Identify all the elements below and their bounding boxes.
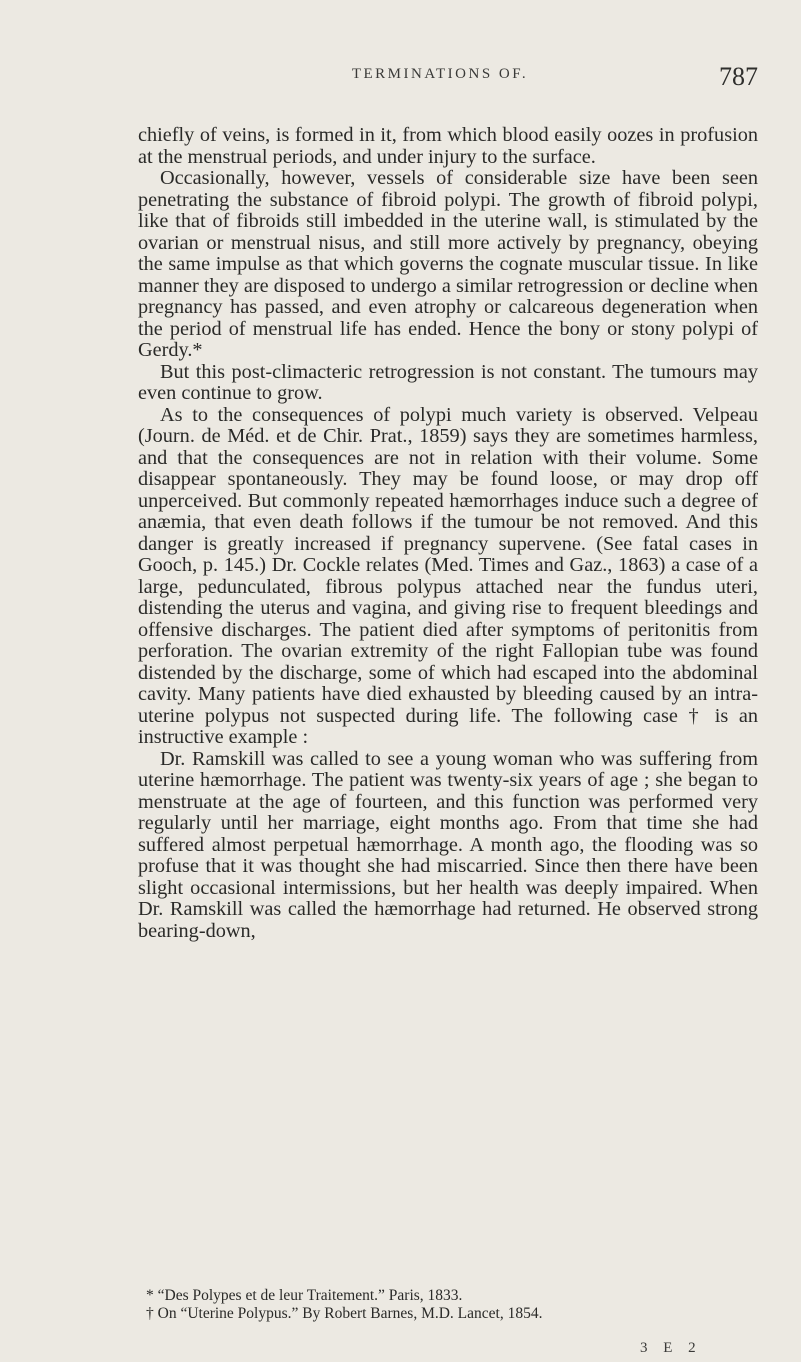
page-number: 787 (719, 62, 758, 91)
footnote-barnes: † On “Uterine Polypus.” By Robert Barnes, M.D. Lancet, 1854. (146, 1305, 543, 1322)
paragraph-retrogression: But this post-climacteric retrogression is not constant. The tumours may even continue to grow. (138, 360, 758, 404)
body-text (138, 125, 758, 942)
paragraph-continuation: chiefly of veins, is formed in it, from which blood easily oozes in profusion at the menstrual periods, and under injury to the surface. (138, 124, 758, 168)
paragraph-vessels: Occasionally, however, vessels of considerable size have been seen penetrating the substance of fibroid polypi. The growth of fibroid polypi, like that of fibroids still imbedded in the uterine wall, is stimulated by the ovarian or menstrual nisus, and still more actively by pregnancy, obeying the same impulse as that which governs the cognate muscular tissue. In like manner they are disposed to undergo a similar retrogression or decline when pregnancy has passed, and even atrophy or calcareous degeneration when the period of menstrual life has ended. Hence the bony or stony polypi of Gerdy.* (138, 167, 758, 361)
signature-mark: 3 E 2 (640, 1340, 702, 1356)
running-head: TERMINATIONS OF. (351, 66, 529, 82)
paragraph-consequences: As to the consequences of polypi much variety is observed. Velpeau (Journ. de Méd. et de Chir. Prat., 1859) says they are sometimes harmless, and that the consequences are not in relation with their volume. Some disappear spontaneously. They may be found loose, or may drop off unperceived. But commonly repeated hæmorrhages induce such a degree of anæmia, that even death follows if the tumour be not removed. And this danger is greatly increased if pregnancy supervene. (See fatal cases in Gooch, p. 145.) Dr. Cockle relates (Med. Times and Gaz., 1863) a case of a large, pedunculated, fibrous polypus attached near the fundus uteri, distending the uterus and vagina, and giving rise to frequent bleedings and offensive discharges. The patient died after symptoms of peritonitis from perforation. The ovarian extremity of the right Fallopian tube was found distended by the discharge, some of which had escaped into the abdominal cavity. Many patients have died exhausted by bleeding caused by an intra-uterine polypus not suspected during life. The following case † is an instructive example : (138, 403, 758, 748)
page-header (120, 62, 760, 102)
footnotes (138, 1287, 758, 1323)
paragraph-case-ramskill: Dr. Ramskill was called to see a young woman who was suffering from uterine hæmorrhage. The patient was twenty-six years of age ; she began to menstruate at the age of fourteen, and this function was performed very regularly until her marriage, eight months ago. From that time she had suffered almost perpetual hæmorrhage. A month ago, the flooding was so profuse that it was thought she had miscarried. Since then there have been slight occasional intermissions, but her health was deeply impaired. When Dr. Ramskill was called the hæmorrhage had returned. He observed strong bearing-down, (138, 747, 758, 942)
footnote-gerdy: * “Des Polypes et de leur Traitement.” Paris, 1833. (146, 1287, 463, 1304)
